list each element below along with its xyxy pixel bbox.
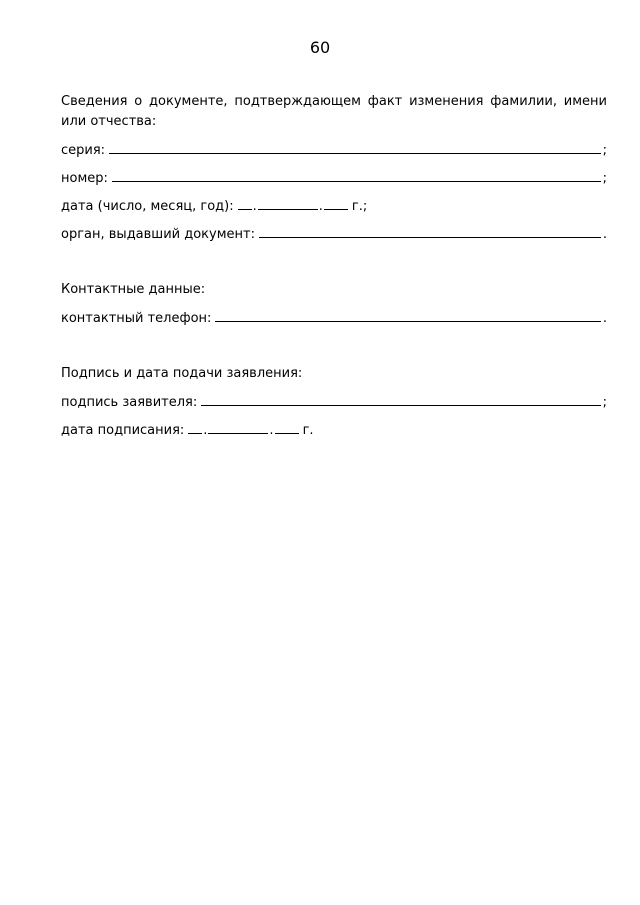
sign-date-row <box>61 420 607 440</box>
signature-field[interactable] <box>201 392 600 406</box>
document-date-day-field[interactable] <box>238 196 252 210</box>
date-separator: . <box>269 423 274 438</box>
series-row <box>61 140 607 160</box>
issuer-field[interactable] <box>259 224 601 238</box>
document-date-month-field[interactable] <box>258 196 318 210</box>
contact-section <box>61 280 607 300</box>
sign-date-year-field[interactable] <box>275 420 299 434</box>
contact-heading: Контактные данные: <box>61 282 206 297</box>
number-label: номер: <box>61 171 108 186</box>
signature-label: подпись заявителя: <box>61 395 198 410</box>
issuer-row <box>61 224 607 244</box>
sign-date-day-field[interactable] <box>188 420 202 434</box>
signature-heading: Подпись и дата подачи заявления: <box>61 366 303 381</box>
date-separator: . <box>318 199 323 214</box>
number-row <box>61 168 607 188</box>
sign-date-suffix: г. <box>302 423 314 438</box>
phone-row <box>61 308 607 328</box>
document-date-suffix: г.; <box>351 199 368 214</box>
series-field[interactable] <box>109 140 601 154</box>
signature-end: ; <box>602 395 607 410</box>
phone-label: контактный телефон: <box>61 311 212 326</box>
document-date-label: дата (число, месяц, год): <box>61 199 234 214</box>
page-number: 60 <box>309 38 331 57</box>
document-date-year-field[interactable] <box>324 196 348 210</box>
sign-date-month-field[interactable] <box>208 420 268 434</box>
issuer-label: орган, выдавший документ: <box>61 227 255 242</box>
document-details-heading: Сведения о документе, подтверждающем факт изменения фамилии, имени или отчества: <box>61 94 607 129</box>
phone-end: . <box>602 311 607 326</box>
issuer-end: . <box>602 227 607 242</box>
sign-date-label: дата подписания: <box>61 423 185 438</box>
document-date-row <box>61 196 607 216</box>
number-field[interactable] <box>112 168 601 182</box>
date-separator: . <box>252 199 257 214</box>
series-label: серия: <box>61 143 106 158</box>
document-details-section <box>61 92 607 132</box>
phone-field[interactable] <box>215 308 600 322</box>
date-separator: . <box>203 423 208 438</box>
number-end: ; <box>602 171 607 186</box>
signature-section <box>61 364 607 384</box>
series-end: ; <box>602 143 607 158</box>
signature-row <box>61 392 607 412</box>
